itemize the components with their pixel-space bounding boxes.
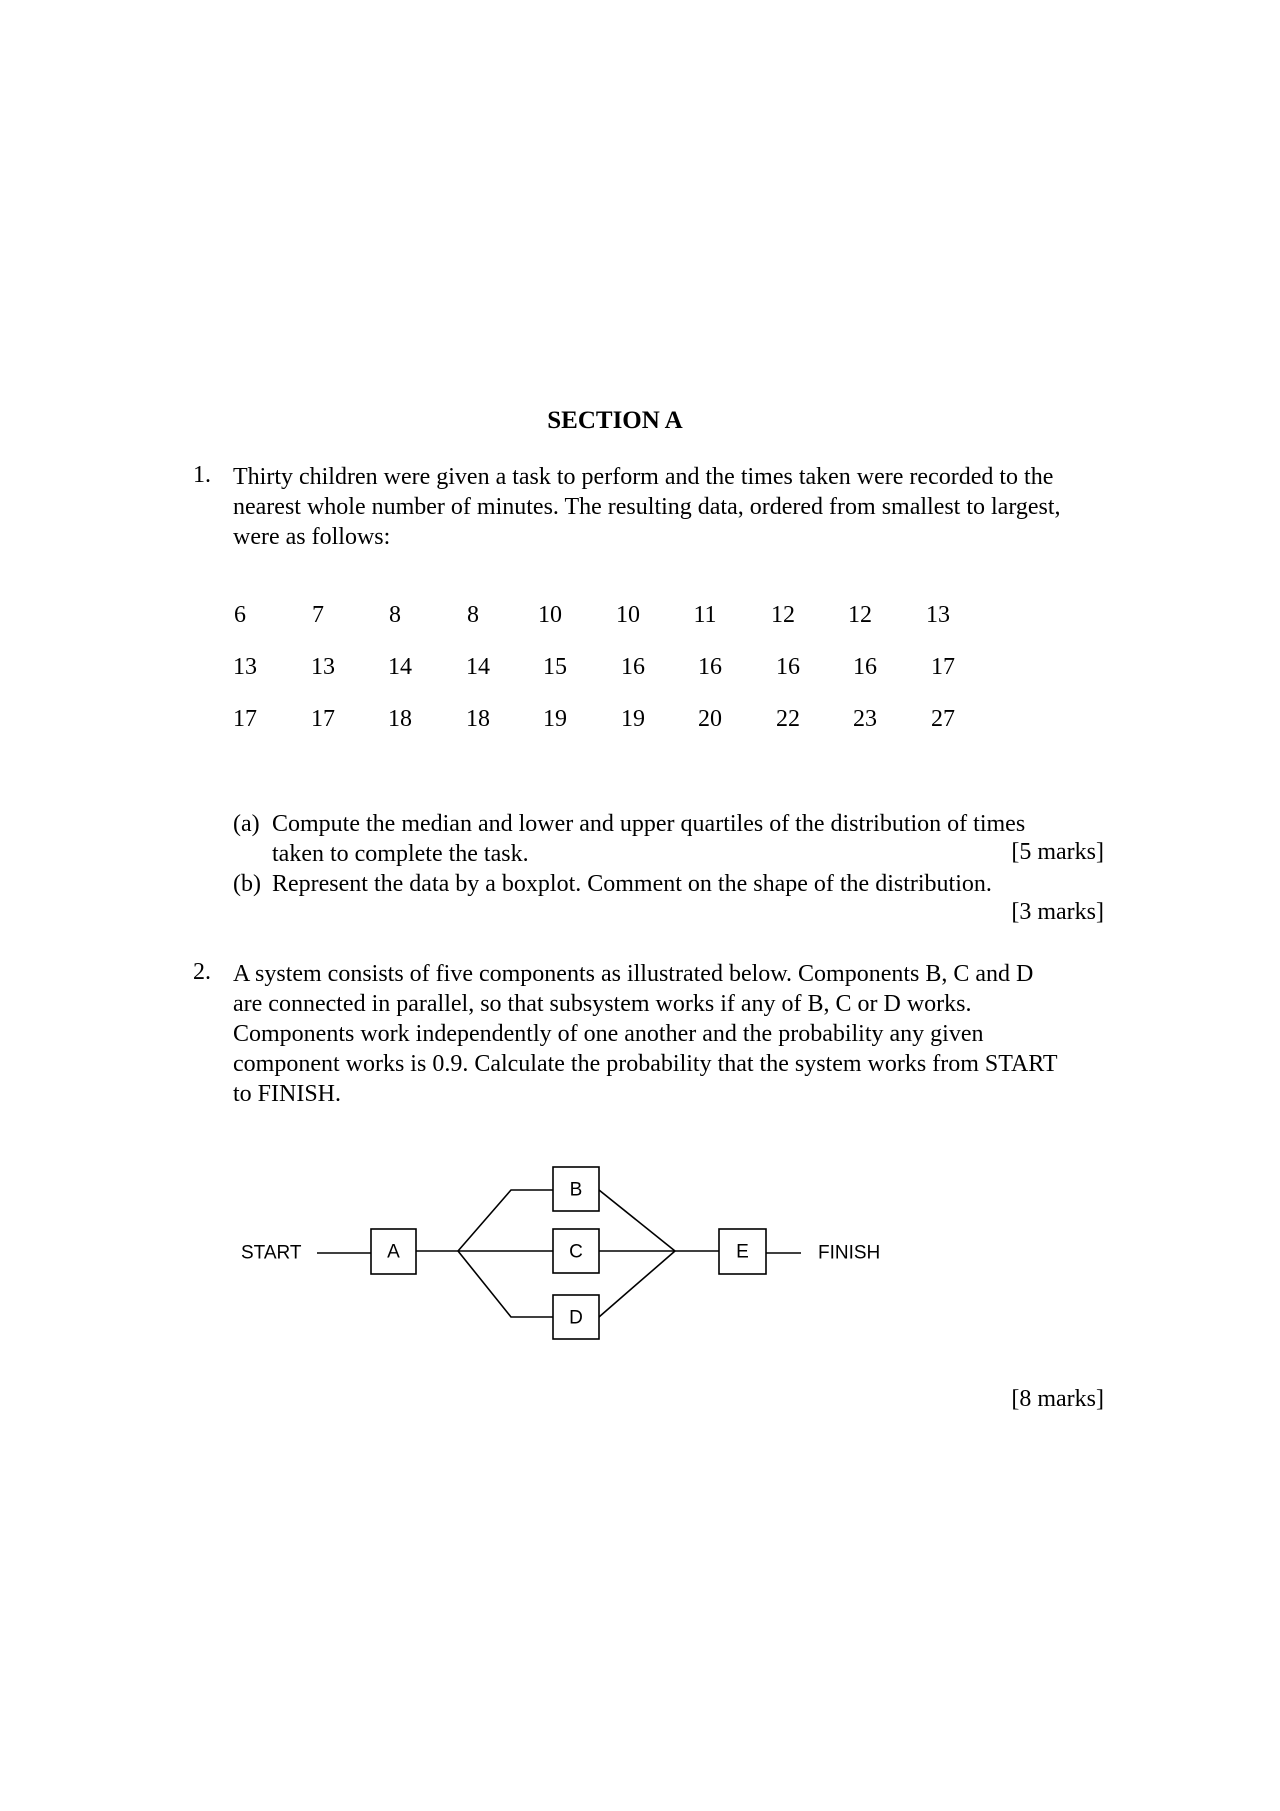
branch-d-out-line [599,1251,675,1317]
data-cell: 27 [931,706,955,732]
data-cell: 7 [312,602,324,628]
data-cell: 16 [621,654,645,680]
data-cell: 16 [698,654,722,680]
question-1-number: 1. [193,462,211,488]
section-title: SECTION A [547,407,683,434]
data-cell: 6 [234,602,246,628]
data-cell: 12 [771,602,795,628]
branch-b-in-line [458,1190,553,1251]
part-b-label: (b) [233,871,261,897]
question-2-line: component works is 0.9. Calculate the probability that the system works from START [233,1051,1058,1077]
start-label: START [241,1242,302,1264]
question-2-line: A system consists of five components as illustrated below. Components B, C and D [233,961,1034,987]
data-cell: 23 [853,706,877,732]
data-cell: 19 [543,706,567,732]
data-cell: 14 [388,654,412,680]
component-b-label: B [569,1179,583,1201]
component-a-label: A [387,1241,400,1263]
part-a-line: Compute the median and lower and upper quartiles of the distribution of times [272,811,1026,837]
data-cell: 13 [233,654,257,680]
data-cell: 17 [931,654,955,680]
part-b-text: Represent the data by a boxplot. Comment on the shape of the distribution. [272,871,992,897]
data-cell: 17 [233,706,257,732]
data-cell: 10 [616,602,640,628]
question-2-line: Components work independently of one another and the probability any given [233,1021,984,1047]
part-a-line: taken to complete the task. [272,841,529,867]
part-b-marks: [3 marks] [1011,899,1104,925]
data-cell: 12 [848,602,872,628]
data-cell: 15 [543,654,567,680]
part-a-label: (a) [233,811,260,837]
data-cell: 16 [853,654,877,680]
data-cell: 18 [466,706,490,732]
question-2-marks: [8 marks] [1011,1386,1104,1412]
branch-d-in-line [458,1251,553,1317]
question-1-line: nearest whole number of minutes. The resulting data, ordered from smallest to largest, [233,494,1061,520]
question-2-line: to FINISH. [233,1081,342,1107]
finish-label: FINISH [818,1242,881,1264]
question-2-line: are connected in parallel, so that subsystem works if any of B, C or D works. [233,991,972,1017]
data-cell: 22 [776,706,800,732]
question-1-line: were as follows: [233,524,391,550]
data-cell: 13 [926,602,950,628]
data-cell: 8 [389,602,401,628]
data-cell: 16 [776,654,800,680]
component-c-label: C [569,1241,583,1263]
data-cell: 11 [693,602,717,628]
part-a-marks: [5 marks] [1011,839,1104,865]
component-d-label: D [569,1307,583,1329]
data-cell: 19 [621,706,645,732]
question-1-line: Thirty children were given a task to perform and the times taken were recorded to the [233,464,1054,490]
component-e-label: E [736,1241,749,1263]
data-cell: 8 [467,602,479,628]
question-2-number: 2. [193,959,211,985]
data-cell: 17 [311,706,335,732]
data-cell: 10 [538,602,562,628]
data-cell: 18 [388,706,412,732]
data-cell: 14 [466,654,490,680]
branch-b-out-line [599,1190,675,1251]
data-cell: 20 [698,706,722,732]
data-cell: 13 [311,654,335,680]
